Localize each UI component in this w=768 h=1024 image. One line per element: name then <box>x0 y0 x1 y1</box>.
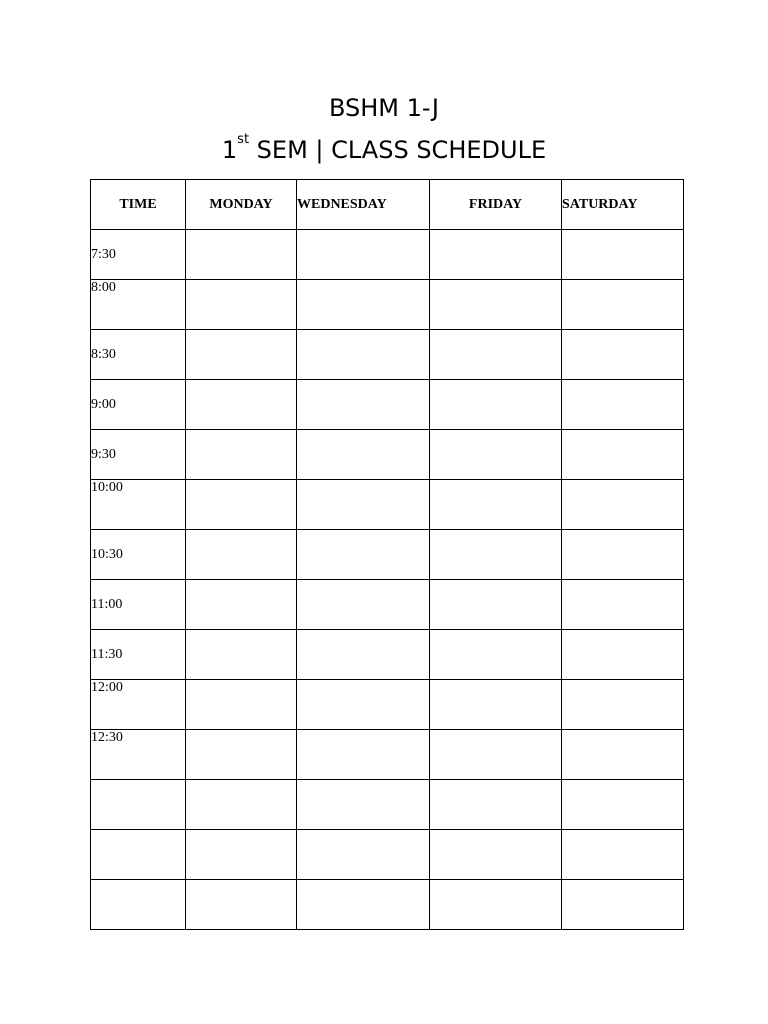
saturday-cell <box>562 630 684 680</box>
wednesday-cell <box>297 830 430 880</box>
friday-cell <box>430 780 562 830</box>
wednesday-cell <box>297 230 430 280</box>
wednesday-cell <box>297 380 430 430</box>
table-row <box>91 380 684 430</box>
friday-cell <box>430 880 562 930</box>
table-row <box>91 880 684 930</box>
table-row <box>91 830 684 880</box>
monday-cell <box>186 730 297 780</box>
table-row <box>91 580 684 630</box>
wednesday-cell <box>297 680 430 730</box>
wednesday-cell <box>297 330 430 380</box>
wednesday-cell <box>297 880 430 930</box>
friday-cell <box>430 630 562 680</box>
wednesday-cell <box>297 530 430 580</box>
table-row <box>91 280 684 330</box>
table-row <box>91 430 684 480</box>
table-row <box>91 330 684 380</box>
header-monday: MONDAY <box>186 180 297 230</box>
monday-cell <box>186 330 297 380</box>
schedule-table <box>90 179 684 930</box>
time-cell: 11:30 <box>91 630 186 680</box>
time-cell: 9:30 <box>91 430 186 480</box>
table-row <box>91 780 684 830</box>
monday-cell <box>186 630 297 680</box>
monday-cell <box>186 880 297 930</box>
time-cell <box>91 830 186 880</box>
wednesday-cell <box>297 280 430 330</box>
saturday-cell <box>562 780 684 830</box>
monday-cell <box>186 580 297 630</box>
header-row <box>91 180 684 230</box>
wednesday-cell <box>297 480 430 530</box>
time-cell: 9:00 <box>91 380 186 430</box>
saturday-cell <box>562 430 684 480</box>
saturday-cell <box>562 680 684 730</box>
friday-cell <box>430 280 562 330</box>
friday-cell <box>430 230 562 280</box>
friday-cell <box>430 580 562 630</box>
time-cell: 10:30 <box>91 530 186 580</box>
wednesday-cell <box>297 780 430 830</box>
time-cell <box>91 880 186 930</box>
wednesday-cell <box>297 730 430 780</box>
table-row <box>91 630 684 680</box>
monday-cell <box>186 430 297 480</box>
header-saturday: SATURDAY <box>562 180 684 230</box>
friday-cell <box>430 480 562 530</box>
subtitle-ordinal: 1 <box>221 136 238 164</box>
wednesday-cell <box>297 630 430 680</box>
friday-cell <box>430 530 562 580</box>
table-row <box>91 530 684 580</box>
saturday-cell <box>562 880 684 930</box>
monday-cell <box>186 380 297 430</box>
wednesday-cell <box>297 430 430 480</box>
header-wednesday: WEDNESDAY <box>297 180 430 230</box>
friday-cell <box>430 680 562 730</box>
monday-cell <box>186 230 297 280</box>
time-cell: 7:30 <box>91 230 186 280</box>
monday-cell <box>186 830 297 880</box>
time-cell <box>91 780 186 830</box>
monday-cell <box>186 680 297 730</box>
friday-cell <box>430 380 562 430</box>
monday-cell <box>186 530 297 580</box>
friday-cell <box>430 430 562 480</box>
header-time: TIME <box>91 180 186 230</box>
time-cell: 8:30 <box>91 330 186 380</box>
subtitle-text: SEM | CLASS SCHEDULE <box>249 136 547 164</box>
wednesday-cell <box>297 580 430 630</box>
monday-cell <box>186 480 297 530</box>
saturday-cell <box>562 280 684 330</box>
friday-cell <box>430 730 562 780</box>
table-row <box>91 480 684 530</box>
time-cell: 11:00 <box>91 580 186 630</box>
monday-cell <box>186 780 297 830</box>
page-subtitle <box>0 132 768 164</box>
saturday-cell <box>562 330 684 380</box>
saturday-cell <box>562 380 684 430</box>
saturday-cell <box>562 830 684 880</box>
time-cell: 10:00 <box>91 480 186 530</box>
saturday-cell <box>562 730 684 780</box>
time-cell: 12:00 <box>91 680 186 730</box>
friday-cell <box>430 330 562 380</box>
saturday-cell <box>562 230 684 280</box>
table-row <box>91 230 684 280</box>
friday-cell <box>430 830 562 880</box>
monday-cell <box>186 280 297 330</box>
time-cell: 12:30 <box>91 730 186 780</box>
header-friday: FRIDAY <box>430 180 562 230</box>
saturday-cell <box>562 580 684 630</box>
time-cell: 8:00 <box>91 280 186 330</box>
saturday-cell <box>562 530 684 580</box>
saturday-cell <box>562 480 684 530</box>
table-row <box>91 730 684 780</box>
subtitle-suffix: st <box>237 132 250 147</box>
table-row <box>91 680 684 730</box>
page-title: BSHM 1-J <box>328 94 439 122</box>
